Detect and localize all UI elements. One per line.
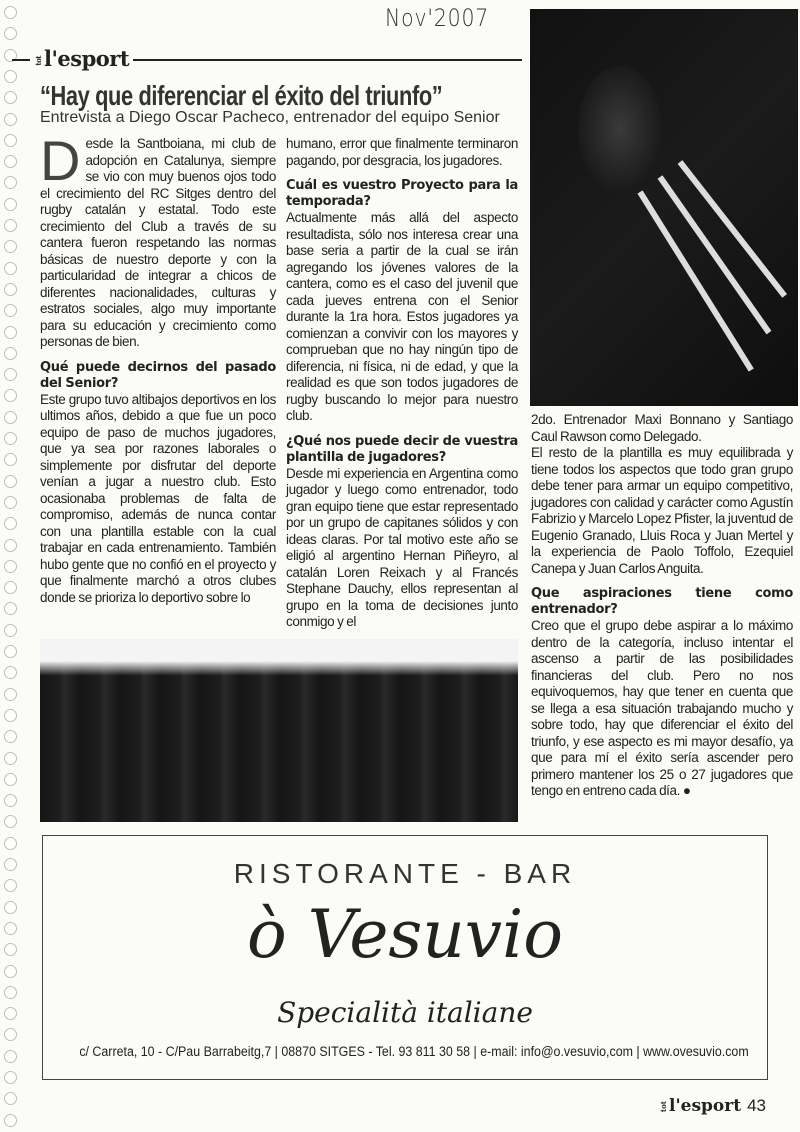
ad-heading: RISTORANTE - BAR [233, 858, 577, 889]
binder-hole [4, 219, 17, 232]
answer-paragraph: Este grupo tuvo altibajos deportivos en los ultimos años, debido a que fue un poco equipo de paso de muchos jugadores, que ya sea por razones laborales o simplemente por disfrutar del deporte venían a jugar a nuestro club. Esto ocasionaba problemas de falta de compromiso, además de nunca contar con una plantilla estable con la cual trabajar en cada entrenamiento. También hubo gente que no confió en el proyecto y que finalmente marchó a otros clubes donde se prioriza lo deportivo sobre lo [40, 391, 276, 605]
magazine-logo: totl'esport [30, 46, 133, 71]
article-title: “Hay que diferenciar el éxito del triunfo” [40, 80, 443, 111]
binder-hole [4, 1050, 17, 1063]
binder-hole [4, 368, 17, 381]
binder-hole [4, 432, 17, 445]
binder-hole [4, 389, 17, 402]
binder-hole [4, 1007, 17, 1020]
binder-hole [4, 240, 17, 253]
binder-hole [4, 773, 17, 786]
binder-hole [4, 1028, 17, 1041]
question-heading: ¿Qué nos puede decir de vuestra plantilla de jugadores? [286, 433, 518, 465]
binder-hole [4, 155, 17, 168]
column-1 [40, 129, 276, 606]
question-heading: Que aspiraciones tiene como entrenador? [531, 586, 793, 617]
binder-hole [4, 347, 17, 360]
binder-hole [4, 411, 17, 424]
binder-hole [4, 879, 17, 892]
column-2 [286, 136, 518, 631]
binder-hole [4, 539, 17, 552]
binder-hole [4, 688, 17, 701]
binder-hole [4, 560, 17, 573]
team-photo [40, 639, 518, 822]
binder-hole [4, 837, 17, 850]
binder-hole [4, 304, 17, 317]
binder-hole [4, 6, 17, 19]
binder-hole [4, 475, 17, 488]
binder-hole [4, 602, 17, 615]
binder-hole [4, 624, 17, 637]
binder-hole [4, 134, 17, 147]
binder-hole [4, 326, 17, 339]
binder-hole [4, 815, 17, 828]
binder-hole [4, 858, 17, 871]
ad-tagline: Specialità italiane [277, 996, 533, 1029]
column-3 [531, 412, 793, 800]
binder-hole [4, 965, 17, 978]
answer-paragraph: 2do. Entrenador Maxi Bonnano y Santiago Caul Rawson como Delegado. [531, 412, 793, 444]
binder-hole [4, 986, 17, 999]
binder-hole [4, 91, 17, 104]
restaurant-advertisement [42, 835, 768, 1080]
binder-hole [4, 283, 17, 296]
ad-restaurant-name: ò Vesuvio [247, 896, 563, 973]
article-subtitle: Entrevista a Diego Oscar Pacheco, entrenador del equipo Senior [40, 109, 500, 126]
binder-hole [4, 113, 17, 126]
coach-portrait-photo [530, 9, 798, 406]
page-footer [659, 1096, 766, 1116]
handwritten-date: Nov'2007 [385, 4, 490, 32]
end-mark: ● [682, 783, 691, 798]
binder-hole [4, 27, 17, 40]
ad-contact-line: c/ Carreta, 10 - C/Pau Barrabeitg,7 | 08870 SITGES - Tel. 93 811 30 58 | e-mail: info@o.vesuvio,com | www.ovesuvio.com [79, 1044, 749, 1059]
question-heading: Cuál es vuestro Proyecto para la temporada? [286, 178, 518, 209]
binder-hole [4, 922, 17, 935]
binder-hole [4, 70, 17, 83]
binder-hole [4, 453, 17, 466]
answer-paragraph: humano, error que finalmente terminaron pagando, por desgracia, los jugadores. [286, 136, 518, 168]
answer-paragraph: Actualmente más allá del aspecto resultadista, sólo nos interesa crear una base seria a partir de la cual se irán agregando los jóvenes valores de la cantera, como es el caso del juvenil que cada jueves entrena con el Senior durante la 1ra hora. Estos jugadores ya comienzan a convivir con los mayores y comprueban que no hay ningún tipo de diferencia, ni física, ni de edad, y que la realidad es que son todos jugadores de rugby buscando lo mejor para nuestro club. [286, 210, 518, 423]
answer-paragraph: Desde mi experiencia en Argentina como jugador y luego como entrenador, todo gran equipo tiene que estar representado por un grupo de capitanes sólidos y con ideas claras. Por tal motivo este año se eligió al argentino Hernan Piñeyro, al catalán Loren Reixach y al Francés Stephane Dauchy, ellos representan al grupo en la toma de decisiones junto conmigo y el [286, 465, 518, 629]
binder-hole [4, 730, 17, 743]
binder-hole [4, 666, 17, 679]
binder-hole [4, 581, 17, 594]
answer-paragraph: Creo que el grupo debe aspirar a lo máximo dentro de la categoría, incluso intentar el ascenso a partir de las posibilidades financieras del club. Pero no nos equivoquemos, hay que tener en cuenta que se llega a esa situación trabajando mucho y sobre todo, hay que diferenciar el éxito del triunfo, y ese aspecto es mi mayor desafío, ya que para mí el éxito sería ascender pero primero mantener los 25 o 27 jugadores que tengo en entreno cada día. ● [531, 618, 793, 798]
binder-hole [4, 517, 17, 530]
binder-hole [4, 645, 17, 658]
footer-logo: totl'esport [658, 1096, 742, 1116]
binder-hole [4, 1114, 17, 1127]
binder-hole [4, 709, 17, 722]
binder-hole [4, 794, 17, 807]
drop-cap: D [40, 129, 81, 192]
page-number: 43 [747, 1096, 766, 1115]
binder-hole [4, 496, 17, 509]
binder-hole [4, 176, 17, 189]
binder-hole [4, 943, 17, 956]
intro-paragraph: Desde la Santboiana, mi club de adopción en Catalunya, siempre se vio con muy buenos ojos todo el crecimiento del RC Sitges dentro del rugby catalán y estatal. Todo este crecimiento del Club a través de su cantera fueron respetando las normas básicas de nuestro deporte y con la particularidad de integrar a chicos de diferentes nacionalidades, culturas y estratos sociales, algo muy importante para su educación y crecimiento como personas de bien. [40, 129, 276, 349]
binder-hole [4, 1071, 17, 1084]
binder-hole [4, 901, 17, 914]
binder-hole [4, 198, 17, 211]
binder-hole [4, 1092, 17, 1105]
answer-paragraph: El resto de la plantilla es muy equilibrada y tiene todos los aspectos que todo gran grupo debe tener para armar un equipo competitivo, jugadores con calidad y carácter como Agustín Fabrizio y Marcelo Lopez Pfister, la juventud de Eugenio Granado, Lluis Roca y Juan Mertel y la experiencia de Paolo Toffolo, Ezequiel Canepa y Juan Carlos Anguita. [531, 445, 793, 576]
binder-hole [4, 262, 17, 275]
question-heading: Qué puede decirnos del pasado del Senior? [40, 359, 276, 391]
binder-hole [4, 752, 17, 765]
